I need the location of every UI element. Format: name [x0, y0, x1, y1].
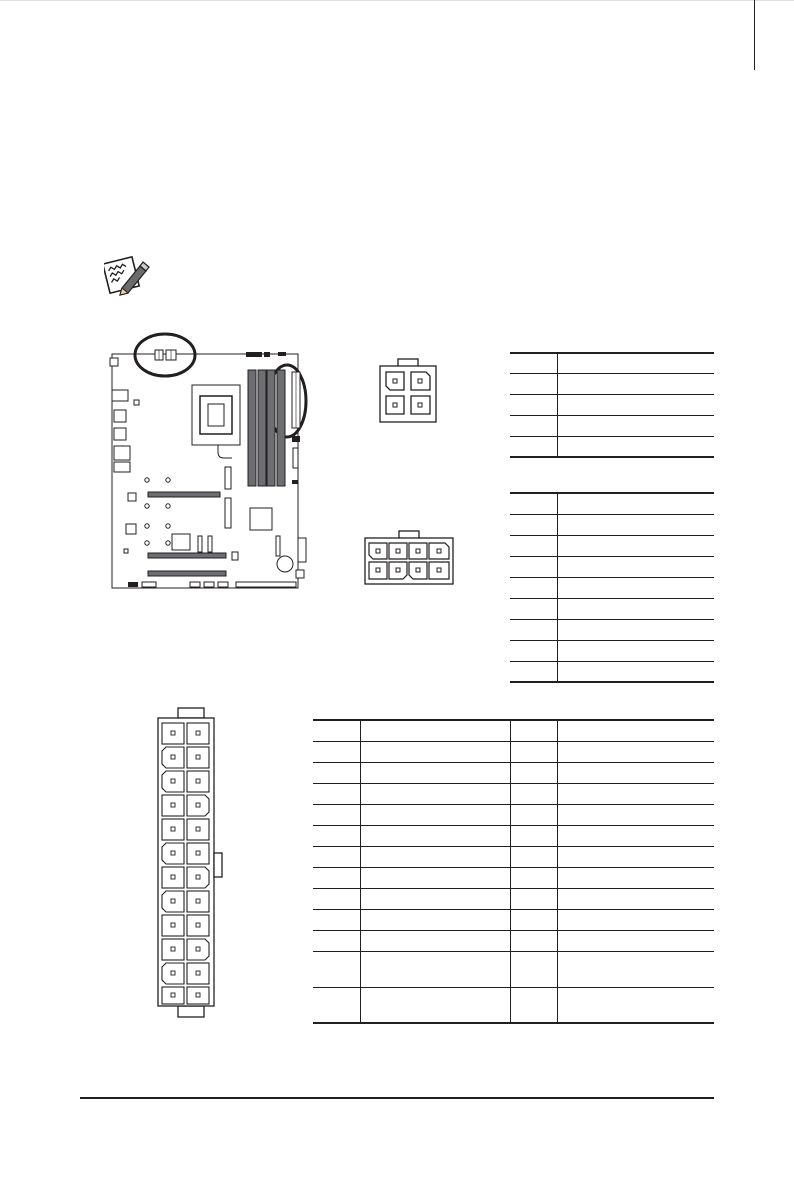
crop-mark [754, 0, 755, 70]
connector-2x12 [156, 707, 224, 1019]
note-pencil-icon [104, 254, 150, 296]
motherboard-layout [100, 330, 330, 595]
page-top-edge [0, 0, 794, 1]
pinout-table-2x2 [510, 352, 714, 458]
pinout-table-2x12 [313, 719, 714, 1024]
footer-rule [80, 1097, 714, 1099]
pinout-table-2x4 [510, 492, 714, 683]
connector-2x4 [363, 530, 455, 586]
connector-2x2 [378, 358, 438, 424]
